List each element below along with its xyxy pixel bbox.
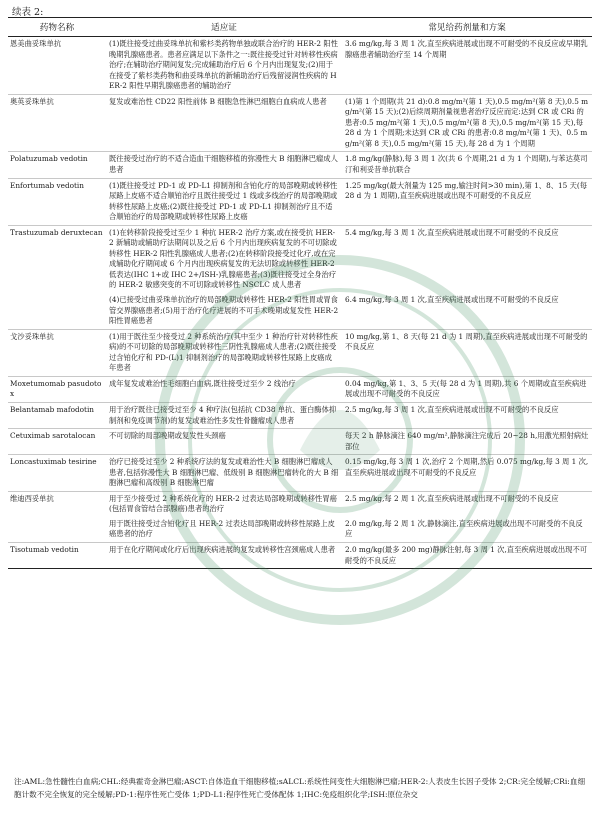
indication-cell: (1)既往接受过 PD-1 或 PD-L1 抑制剂和含铂化疗的局部晚期或转移性尿路上皮癌不适合顺铂治疗且既往接受过 1 线或多线治疗的局部晚期或转移性尿路上皮癌;(2)既往接受过 PD-1 或 PD-L1 抑制剂治疗且不适合顺铂治疗的局部晚期或转移性尿路上皮癌 [106,178,342,225]
header-drug-name: 药物名称 [8,18,106,37]
indication-cell: (1)用于既往至少接受过 2 种系统治疗(其中至少 1 种治疗针对转移性疾病)的不可切除的局部晚期或转移性三阴性乳腺癌成人患者;(2)既往接受过含铂化疗和 PD-(L)1 抑制剂治疗的局部晚期或转移性尿路上皮癌成年患者 [106,329,342,376]
drug-name-cell: Moxetumomab pasudotox [8,376,106,402]
indication-cell: 用于在化疗期间或化疗后出现疾病进展的复发或转移性宫颈癌成人患者 [106,542,342,568]
table-row [8,429,592,455]
drug-name-cell: 奥英妥珠单抗 [8,94,106,152]
table-row [8,37,592,95]
dosage-cell: 1.25 mg/kg(最大剂量为 125 mg,输注时间>30 min),第 1、8、15 天(每 28 d 为 1 周期),直至疾病进展或出现不可耐受的不良反应 [342,178,592,225]
drug-name-cell: Belantamab mafodotin [8,402,106,428]
dosage-cell: 2.5 mg/kg,每 3 周 1 次,直至疾病进展或出现不可耐受的不良反应 [342,402,592,428]
indication-cell: (1)在转移阶段接受过至少 1 种抗 HER-2 治疗方案,或在接受抗 HER-2 新辅助或辅助疗法期间以及之后 6 个月内出现疾病复发的不可切除或转移性 HER-2 阳性乳腺癌成人患者;(2)在转移阶段接受过化疗,或在完成辅助化疗期间或 6 个月内出现疾病复发的无法切除或转移性 HER-2 低表达(IHC 1+或 IHC 2+/ISH-)乳腺癌患者;(3)既往接受过全身治疗的 HER-2 敏感突变的不可切除或转移性 NSCLC 成人患者 [106,225,342,293]
dosage-cell: 6.4 mg/kg,每 3 周 1 次,直至疾病进展或出现不可耐受的不良反应 [345,295,559,305]
dosage-cell: 2.5 mg/kg,每 2 周 1 次,直至疾病进展或出现不可耐受的不良反应 [342,491,592,517]
indication-cell: 用于治疗既往已接受过至少 4 种疗法(包括抗 CD38 单抗、蛋白酶体抑制剂和免疫调节剂)的复发或难治性多发性骨髓瘤成人患者 [106,402,342,428]
drug-name-cell: Enfortumab vedotin [8,178,106,225]
indication-cell: (1)既往接受过曲妥珠单抗和紫杉类药物单独或联合治疗的 HER-2 阳性晚期乳腺癌患者。患者应满足以下条件之一:既往接受过针对转移性疾病治疗;在辅助治疗期间复发;完成辅助治疗后 6 个月内出现复发;(2)用于在接受了紫杉类药物和曲妥珠单抗的新辅助治疗后残留浸润性疾病的 HER-2 阳性早期乳腺癌患者的辅助治疗 [109,39,338,91]
table-row [8,455,592,492]
dosage-cell: 2.0 mg/kg(最多 200 mg)静脉注射,每 3 周 1 次,直至疾病进展或出现不可耐受的不良反应 [342,542,592,568]
drug-name-cell [8,293,106,329]
indication-cell: 不可切除的局部晚期或复发性头颈癌 [106,429,342,455]
dosage-cell: (1)第 1 个周期(共 21 d):0.8 mg/m²(第 1 天),0.5 mg/m²(第 8 天),0.5 mg/m²(第 15 天);(2)后续周期剂量视患者治疗反应而定:达到 CR 或 CRi 的患者:0.5 mg/m²(第 1 天),0.5 mg/m²(第 8 天),0.5 mg/m²(第 15 天),每 28 d 为 1 个周期;未达到 CR 或 CRi 的患者:0.8 mg/m²(第 1 天)、0.5 mg/m²(第 8 天),0.5 mg/m²(第 15 天),每 28 d 为 1 个周期 [342,94,592,152]
header-dosage: 常见给药剂量和方案 [342,18,592,37]
table-row [8,542,592,568]
table-row [8,225,592,293]
indication-cell: 复发或难治性 CD22 阳性前体 B 细胞急性淋巴细胞白血病成人患者 [106,94,342,152]
dosage-cell: 2.0 mg/kg,每 2 周 1 次,静脉滴注,直至疾病进展或出现不可耐受的不良反应 [345,518,583,539]
indication-cell: 治疗已接受过至少 2 种系统疗法的复发或难治性大 B 细胞淋巴瘤成人患者,包括弥漫性大 B 细胞淋巴瘤、低级别 B 细胞淋巴瘤转化的大 B 细胞淋巴瘤和高级别 B 细胞淋巴瘤 [106,455,342,492]
dosage-cell: 0.15 mg/kg,每 3 周 1 次,治疗 2 个周期,然后 0.075 mg/kg,每 3 周 1 次,直至疾病进展或出现不可耐受的不良反应 [342,455,592,492]
indication-cell: 用于至少接受过 2 种系统化疗的 HER-2 过表达局部晚期或转移性胃癌(包括胃食管结合部腺癌)患者的治疗 [106,491,342,517]
table-footnote: 注:AML:急性髓性白血病;CHL:经典霍奇金淋巴瘤;ASCT:自体造血干细胞移植;sALCL:系统性间变性大细胞淋巴瘤;HER-2:人表皮生长因子受体 2;CR:完全缓解;CRi:血细胞计数不完全恢复的完全缓解;PD-1:程序性死亡受体 1;PD-L1:程序性死亡受体配体 1;IHC:免疫组织化学;ISH:原位杂交 [14,777,586,799]
indication-cell: (4)已接受过曲妥珠单抗治疗的局部晚期或转移性 HER-2 阳性胃或胃食管交界腺癌患者;(5)用于治疗化疗进展的不可手术晚期或复发性 HER-2 阳性胃癌患者 [109,295,339,326]
dosage-cell: 10 mg/kg,第 1、8 天(每 21 d 为 1 周期),直至疾病进展或出现不可耐受的不良反应 [342,329,592,376]
drug-name-cell: 恩美曲妥珠单抗 [10,39,62,48]
drug-table [8,18,592,569]
table-row-continuation [8,517,592,543]
indication-cell: 成年复发或难治性毛细胞白血病,既往接受过至少 2 线治疗 [106,376,342,402]
drug-name-cell [8,517,106,543]
table-row [8,178,592,225]
dosage-cell: 0.04 mg/kg,第 1、3、5 天(每 28 d 为 1 周期),共 6 个周期或直至疾病进展或出现不可耐受的不良反应 [342,376,592,402]
table-row [8,329,592,376]
drug-name-cell: Polatuzumab vedotin [8,152,106,178]
table-row [8,152,592,178]
drug-name-cell: 维迪西妥单抗 [8,491,106,517]
table-row [8,491,592,517]
table-row-continuation [8,293,592,329]
drug-name-cell: Cetuximab sarotalocan [8,429,106,455]
table-caption: 续表 2: [12,7,44,18]
dosage-cell: 1.8 mg/kg(静脉),每 3 周 1 次(共 6 个周期,21 d 为 1 个周期),与苯达莫司汀和利妥昔单抗联合 [342,152,592,178]
drug-name-cell: Loncastuximab tesirine [8,455,106,492]
indication-cell: 既往接受过治疗的不适合造血干细胞移植的弥漫性大 B 细胞淋巴瘤成人患者 [106,152,342,178]
table-row [8,94,592,152]
dosage-cell: 5.4 mg/kg,每 3 周 1 次,直至疾病进展或出现不可耐受的不良反应 [342,225,592,293]
table-header-row [8,18,592,37]
drug-name-cell: 戈沙妥珠单抗 [8,329,106,376]
table-row [8,402,592,428]
dosage-cell: 3.6 mg/kg,每 3 周 1 次,直至疾病进展或出现不可耐受的不良反应或早期乳腺癌患者辅助治疗至 14 个周期 [345,39,588,59]
drug-name-cell: Tisotumab vedotin [8,542,106,568]
drug-name-cell: Trastuzumab deruxtecan [8,225,106,293]
indication-cell: 用于既往接受过含铂化疗且 HER-2 过表达局部晚期或转移性尿路上皮癌患者的治疗 [109,518,335,539]
table-row [8,376,592,402]
header-indication: 适应证 [106,18,342,37]
dosage-cell: 每天 2 h 静脉滴注 640 mg/m²,静脉滴注完成后 20~28 h,用激光照射病灶部位 [342,429,592,455]
